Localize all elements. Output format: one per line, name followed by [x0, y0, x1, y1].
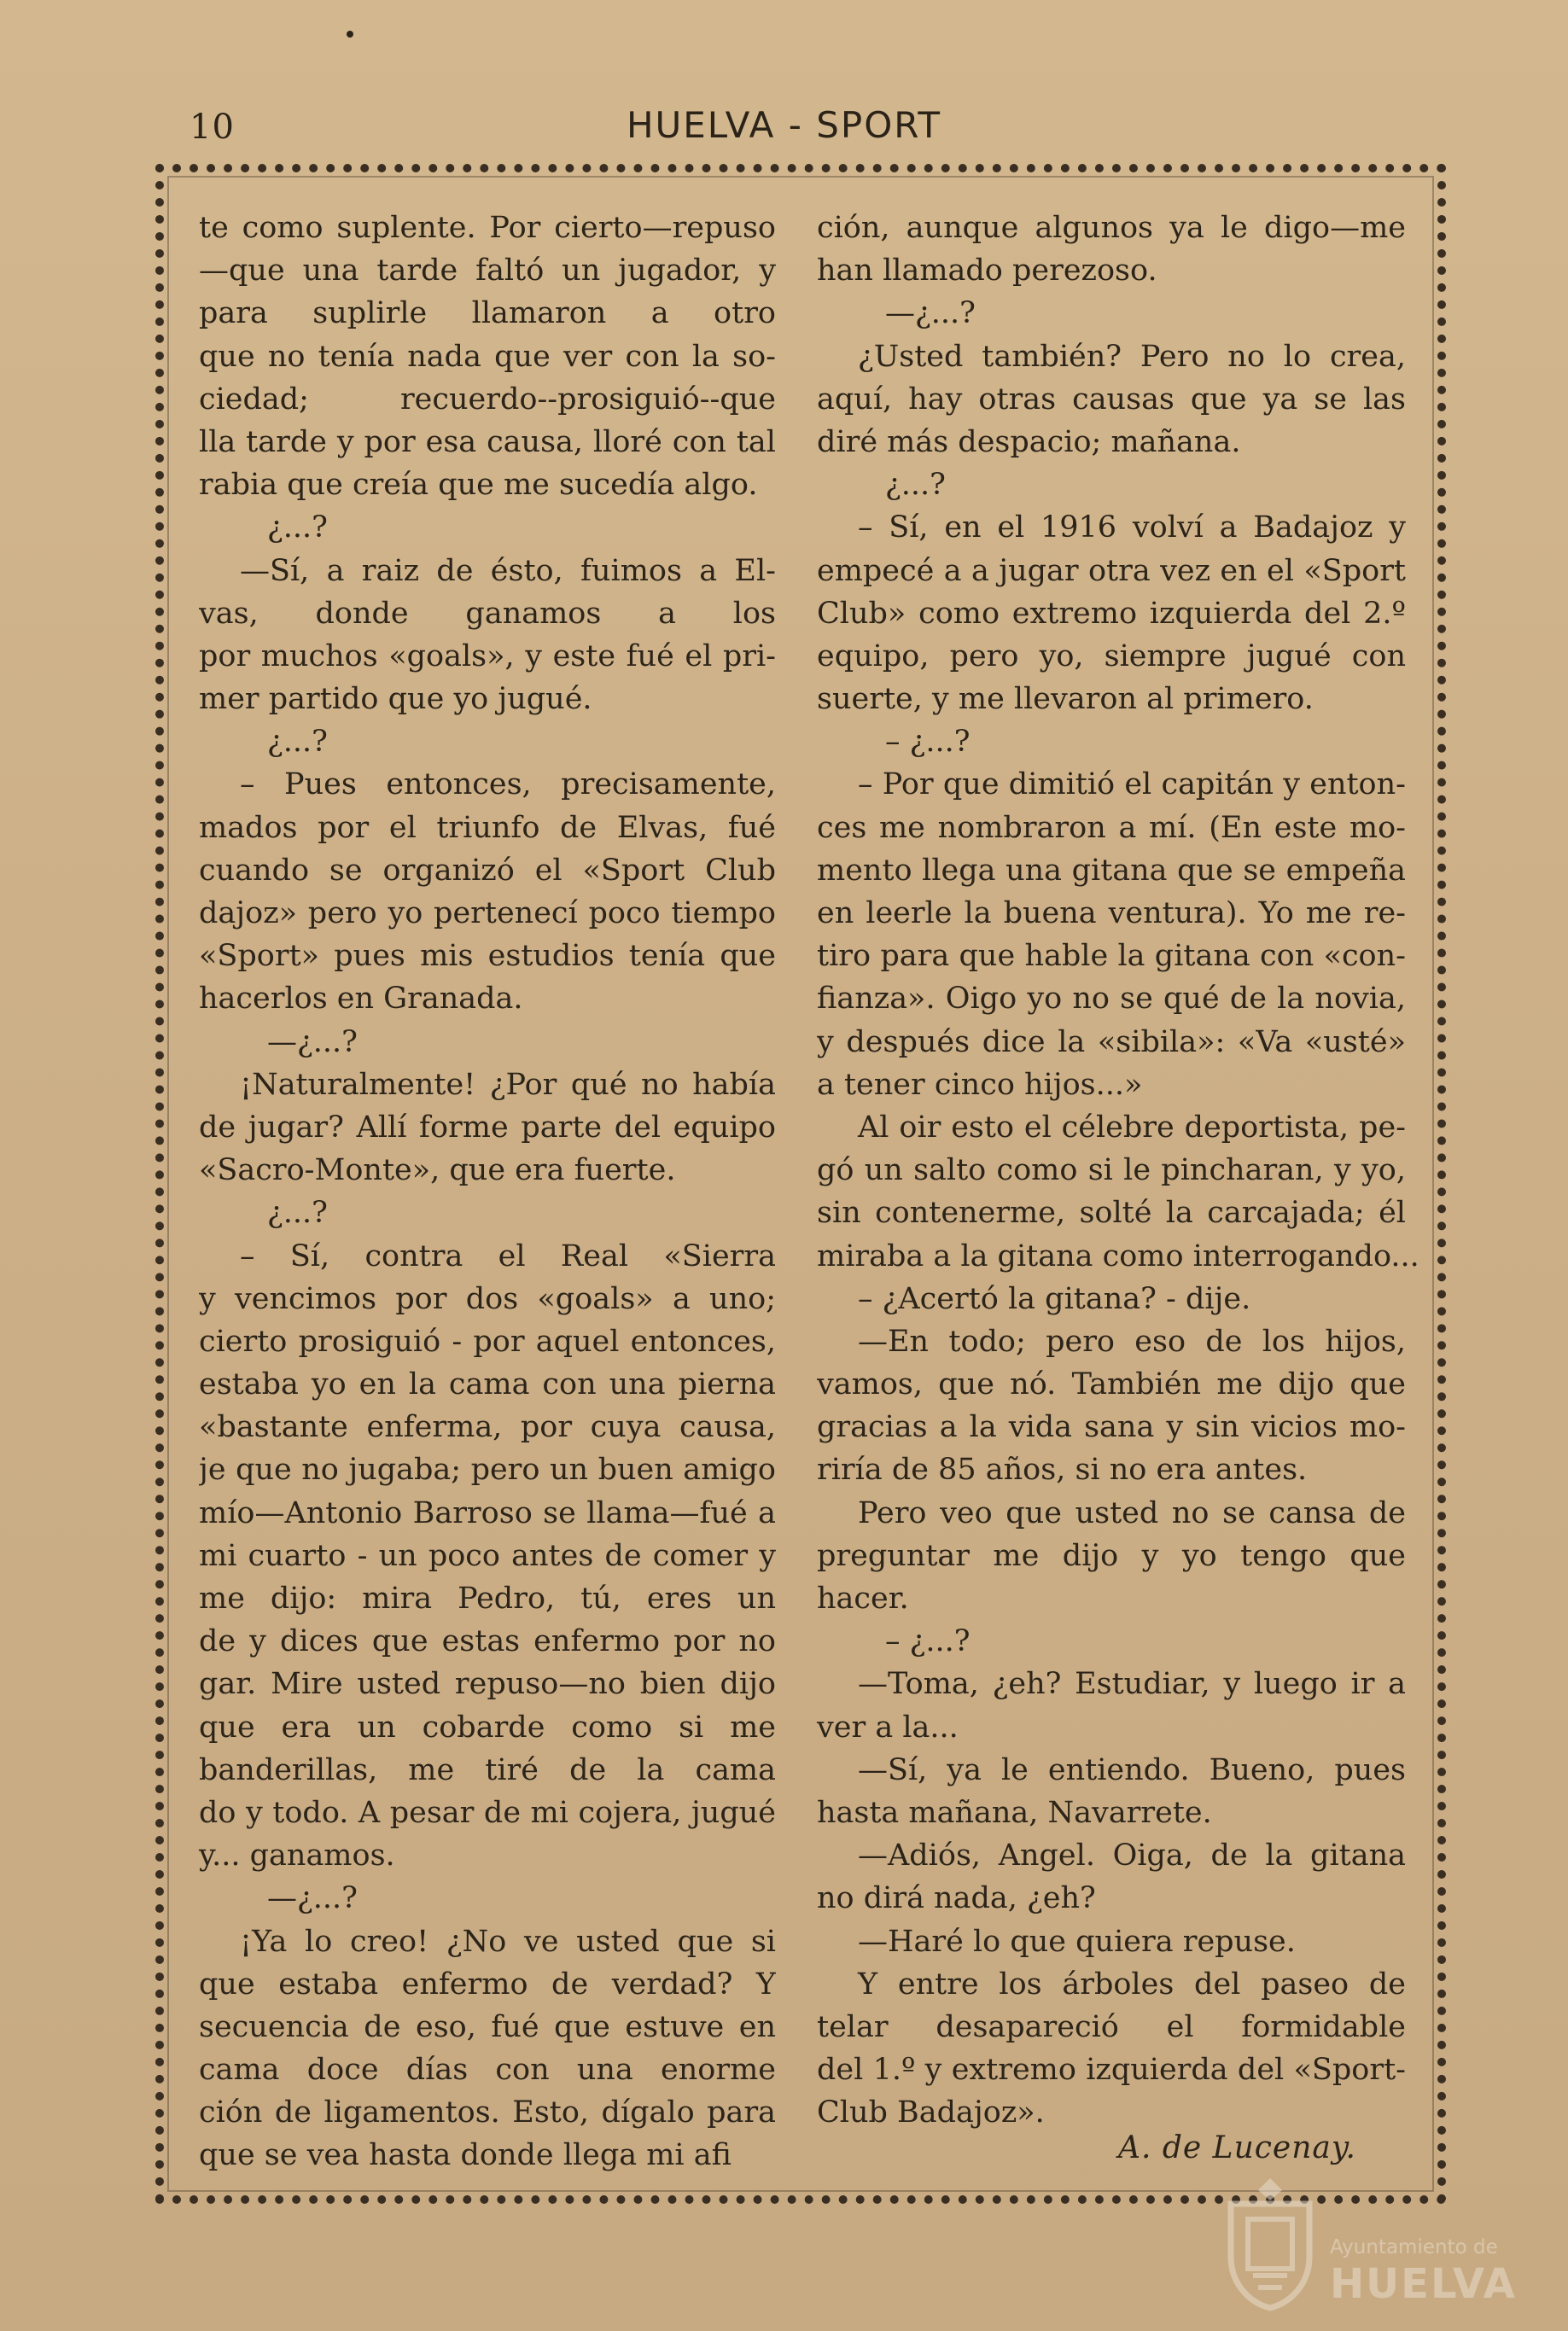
- watermark-line-2: HUELVA: [1330, 2260, 1517, 2308]
- text-line: —En todo; pero eso de los hijos,: [858, 1324, 1406, 1359]
- text-line: cierto prosiguió - por aquel entonces,: [199, 1324, 776, 1359]
- text-line: que no tenía nada que ver con la so-: [199, 339, 776, 374]
- text-line: no dirá nada, ¿eh?: [817, 1881, 1096, 1916]
- text-line: «Sport» pues mis estudios tenía que: [199, 939, 776, 974]
- text-line: je que no jugaba; pero un buen amigo: [199, 1453, 776, 1488]
- text-line: – ¿...?: [885, 725, 971, 760]
- text-line: —Sí, a raiz de ésto, fuimos a El-: [240, 553, 776, 588]
- page-number: 10: [189, 108, 235, 147]
- text-line: Club» como extremo izquierda del 2.º: [817, 596, 1406, 631]
- author-signature: A. de Lucenay.: [1118, 2130, 1356, 2165]
- coat-of-arms-icon: [1219, 2175, 1321, 2311]
- text-line: rabia que creía que me sucedía algo.: [199, 468, 758, 503]
- text-line: mi cuarto - un poco antes de comer y: [199, 1538, 776, 1573]
- text-line: gar. Mire usted repuso—no bien dijo: [199, 1667, 776, 1702]
- text-line: y vencimos por dos «goals» a uno;: [199, 1281, 776, 1316]
- text-line: ¿...?: [267, 1196, 328, 1231]
- text-line: Al oir esto el célebre deportista, pe-: [858, 1110, 1406, 1145]
- text-line: estaba yo en la cama con una pierna: [199, 1367, 776, 1402]
- text-line: ¡Naturalmente! ¿Por qué no había: [240, 1067, 776, 1102]
- text-line: que estaba enfermo de verdad? Y: [199, 1967, 776, 2002]
- text-line: «Sacro-Monte», que era fuerte.: [199, 1153, 676, 1188]
- text-line: ción, aunque algunos ya le digo—me: [817, 211, 1406, 245]
- text-line: Pero veo que usted no se cansa de: [858, 1495, 1406, 1530]
- text-line: tiro para que hable la gitana con «con-: [817, 939, 1406, 974]
- text-line: y después dice la «sibila»: «Va «usté»: [817, 1024, 1406, 1059]
- text-line: vas, donde ganamos a los: [199, 596, 776, 631]
- text-line: do y todo. A pesar de mi cojera, jugué: [199, 1795, 776, 1830]
- text-line: hacer.: [817, 1582, 909, 1616]
- text-line: ¿Usted también? Pero no lo crea,: [858, 339, 1406, 374]
- ink-speck: [347, 31, 353, 38]
- text-line: hacerlos en Granada.: [199, 982, 523, 1017]
- text-line: hasta mañana, Navarrete.: [817, 1795, 1212, 1830]
- text-line: a tener cinco hijos...»: [817, 1067, 1143, 1102]
- text-line: cama doce días con una enorme: [199, 2053, 776, 2088]
- text-line: diré más despacio; mañana.: [817, 424, 1241, 459]
- text-line: cuando se organizó el «Sport Club: [199, 853, 776, 888]
- text-line: empecé a a jugar otra vez en el «Sport: [817, 553, 1406, 588]
- text-line: suerte, y me llevaron al primero.: [817, 682, 1314, 717]
- text-line: mados por el triunfo de Elvas, fué: [199, 810, 776, 845]
- text-line: equipo, pero yo, siempre jugué con: [817, 638, 1406, 673]
- text-line: ¿...?: [885, 468, 946, 503]
- text-line: que se vea hasta donde llega mi afi: [199, 2138, 732, 2173]
- right-text-column: [817, 207, 1419, 2134]
- text-line: —¿...?: [267, 1024, 358, 1059]
- text-line: ver a la...: [817, 1710, 959, 1745]
- text-line: «bastante enferma, por cuya causa,: [199, 1410, 776, 1445]
- text-line: vamos, que nó. También me dijo que: [817, 1367, 1406, 1402]
- text-line: – ¿...?: [885, 1624, 971, 1659]
- text-line: mento llega una gitana que se empeña: [817, 853, 1406, 888]
- page-header: [0, 101, 1568, 152]
- text-line: —¿...?: [267, 1881, 358, 1916]
- text-line: – Sí, contra el Real «Sierra: [240, 1238, 776, 1273]
- text-line: —Sí, ya le entiendo. Bueno, pues: [858, 1752, 1406, 1787]
- text-line: ¡Ya lo creo! ¿No ve usted que si: [240, 1924, 776, 1959]
- text-line: telar desapareció el formidable: [817, 2009, 1406, 2044]
- text-line: – Pues entonces, precisamente,: [240, 767, 776, 802]
- text-line: sin contenerme, solté la carcajada; él: [817, 1196, 1406, 1231]
- text-line: gracias a la vida sana y sin vicios mo-: [817, 1410, 1406, 1445]
- text-line: ¿...?: [267, 725, 328, 760]
- text-line: del 1.º y extremo izquierda del «Sport-: [817, 2053, 1406, 2088]
- text-line: —Toma, ¿eh? Estudiar, y luego ir a: [858, 1667, 1406, 1702]
- text-line: dajoz» pero yo pertenecí poco tiempo: [199, 896, 776, 930]
- ayuntamiento-huelva-watermark: [1219, 2166, 1517, 2320]
- text-line: preguntar me dijo y yo tengo que: [817, 1538, 1406, 1573]
- text-line: mío—Antonio Barroso se llama—fué a: [199, 1495, 776, 1530]
- watermark-line-1: Ayuntamiento de: [1330, 2236, 1498, 2258]
- text-line: mer partido que yo jugué.: [199, 682, 592, 717]
- text-line: – Por que dimitió el capitán y enton-: [858, 767, 1406, 802]
- text-line: y... ganamos.: [199, 1839, 395, 1874]
- text-line: miraba a la gitana como interrogando...: [817, 1238, 1419, 1273]
- text-line: ces me nombraron a mí. (En este mo-: [817, 810, 1406, 845]
- text-line: —Adiós, Angel. Oiga, de la gitana: [858, 1839, 1406, 1874]
- text-line: Y entre los árboles del paseo de: [858, 1967, 1406, 2002]
- text-line: ¿...?: [267, 510, 328, 545]
- text-line: riría de 85 años, si no era antes.: [817, 1453, 1308, 1488]
- text-line: —¿...?: [885, 296, 976, 331]
- text-line: fianza». Oigo yo no se qué de la novia,: [817, 982, 1406, 1017]
- publication-title: HUELVA - SPORT: [626, 104, 942, 146]
- text-line: para suplirle llamaron a otro: [199, 296, 776, 331]
- text-line: banderillas, me tiré de la cama: [199, 1752, 776, 1787]
- text-line: te como suplente. Por cierto—repuso: [199, 211, 776, 245]
- text-line: aquí, hay otras causas que ya se las: [817, 382, 1406, 417]
- text-line: – Sí, en el 1916 volví a Badajoz y: [858, 510, 1406, 545]
- text-line: de jugar? Allí forme parte del equipo: [199, 1110, 776, 1145]
- text-line: —Haré lo que quiera repuse.: [858, 1924, 1296, 1959]
- text-line: gó un salto como si le pincharan, y yo,: [817, 1153, 1406, 1188]
- text-line: que era un cobarde como si me: [199, 1710, 776, 1745]
- text-line: lla tarde y por esa causa, lloré con tal: [199, 424, 776, 459]
- text-line: ciedad; recuerdo--prosiguió--que: [199, 382, 776, 417]
- text-line: secuencia de eso, fué que estuve en: [199, 2009, 776, 2044]
- text-line: ción de ligamentos. Esto, dígalo para: [199, 2095, 776, 2130]
- text-line: han llamado perezoso.: [817, 253, 1157, 288]
- text-line: Club Badajoz».: [817, 2095, 1045, 2130]
- text-line: por muchos «goals», y este fué el pri-: [199, 638, 776, 673]
- text-line: —que una tarde faltó un jugador, y: [199, 253, 776, 288]
- text-line: de y dices que estas enfermo por no: [199, 1624, 776, 1659]
- text-line: me dijo: mira Pedro, tú, eres un: [199, 1582, 776, 1616]
- text-line: en leerle la buena ventura). Yo me re-: [817, 896, 1406, 930]
- left-text-column: [199, 207, 776, 2177]
- text-line: – ¿Acertó la gitana? - dije.: [858, 1281, 1251, 1316]
